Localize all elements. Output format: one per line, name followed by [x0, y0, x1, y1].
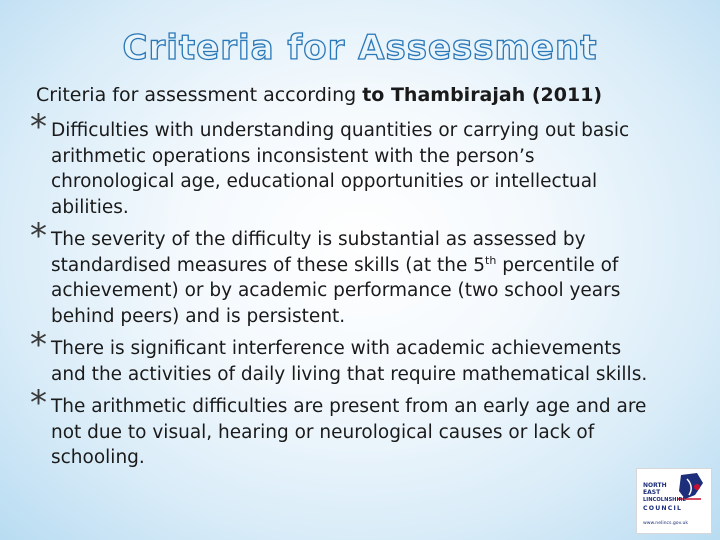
bullet-line [51, 253, 720, 279]
logo-text-council: COUNCIL [643, 505, 683, 512]
bullet-line-start: standardised measures of these skills (at the 5 [51, 254, 486, 276]
bullet-asterisk-icon: * [30, 325, 47, 365]
bullet-line: schooling. [51, 447, 145, 468]
bullet-line: achievement) or by academic performance (two school years [51, 280, 621, 301]
bullet-line: There is significant interference with academic achievements [51, 338, 622, 359]
bullet-line: and the activities of daily living that require mathematical skills. [51, 363, 648, 385]
ordinal-superscript: th [485, 253, 497, 267]
logo-text-north: NORTH [643, 482, 667, 489]
bullet-line-end: percentile of [496, 254, 619, 276]
logo-emblem-dot [694, 484, 700, 490]
list-item [30, 107, 720, 220]
intro-line [36, 84, 716, 106]
bullet-line: behind peers) and is persistent. [51, 305, 346, 327]
bullet-line: Difficulties with understanding quantities or carrying out basic [51, 120, 630, 141]
bullet-line: not due to visual, hearing or neurological causes or lack of [51, 421, 595, 443]
list-item [30, 383, 720, 471]
criteria-list [30, 107, 720, 478]
logo-text-lincolnshire: LINCOLNSHIRE [643, 497, 686, 503]
bullet-asterisk-icon: * [30, 107, 47, 147]
bullet-line: chronological age, educational opportunities or intellectual [51, 171, 598, 192]
bullet-line: abilities. [51, 196, 129, 218]
list-item [30, 216, 720, 329]
list-item [30, 325, 720, 387]
logo-text-east: EAST [643, 489, 661, 496]
bullet-line: arithmetic operations inconsistent with the person’s [51, 145, 535, 167]
intro-author: to Thambirajah (2011) [362, 84, 603, 106]
slide-title: Criteria for Assessment [122, 28, 598, 68]
bullet-asterisk-icon: * [30, 216, 47, 256]
logo-text-url: www.nelincs.gov.uk [643, 521, 689, 526]
bullet-line: The arithmetic difficulties are present from an early age and are [51, 396, 647, 417]
council-logo-icon [637, 469, 711, 533]
north-east-lincolnshire-council-logo [636, 468, 712, 534]
intro-prefix: Criteria for assessment according [36, 84, 363, 106]
bullet-line: The severity of the difficulty is substantial as assessed by [51, 229, 586, 250]
bullet-asterisk-icon: * [30, 383, 47, 423]
